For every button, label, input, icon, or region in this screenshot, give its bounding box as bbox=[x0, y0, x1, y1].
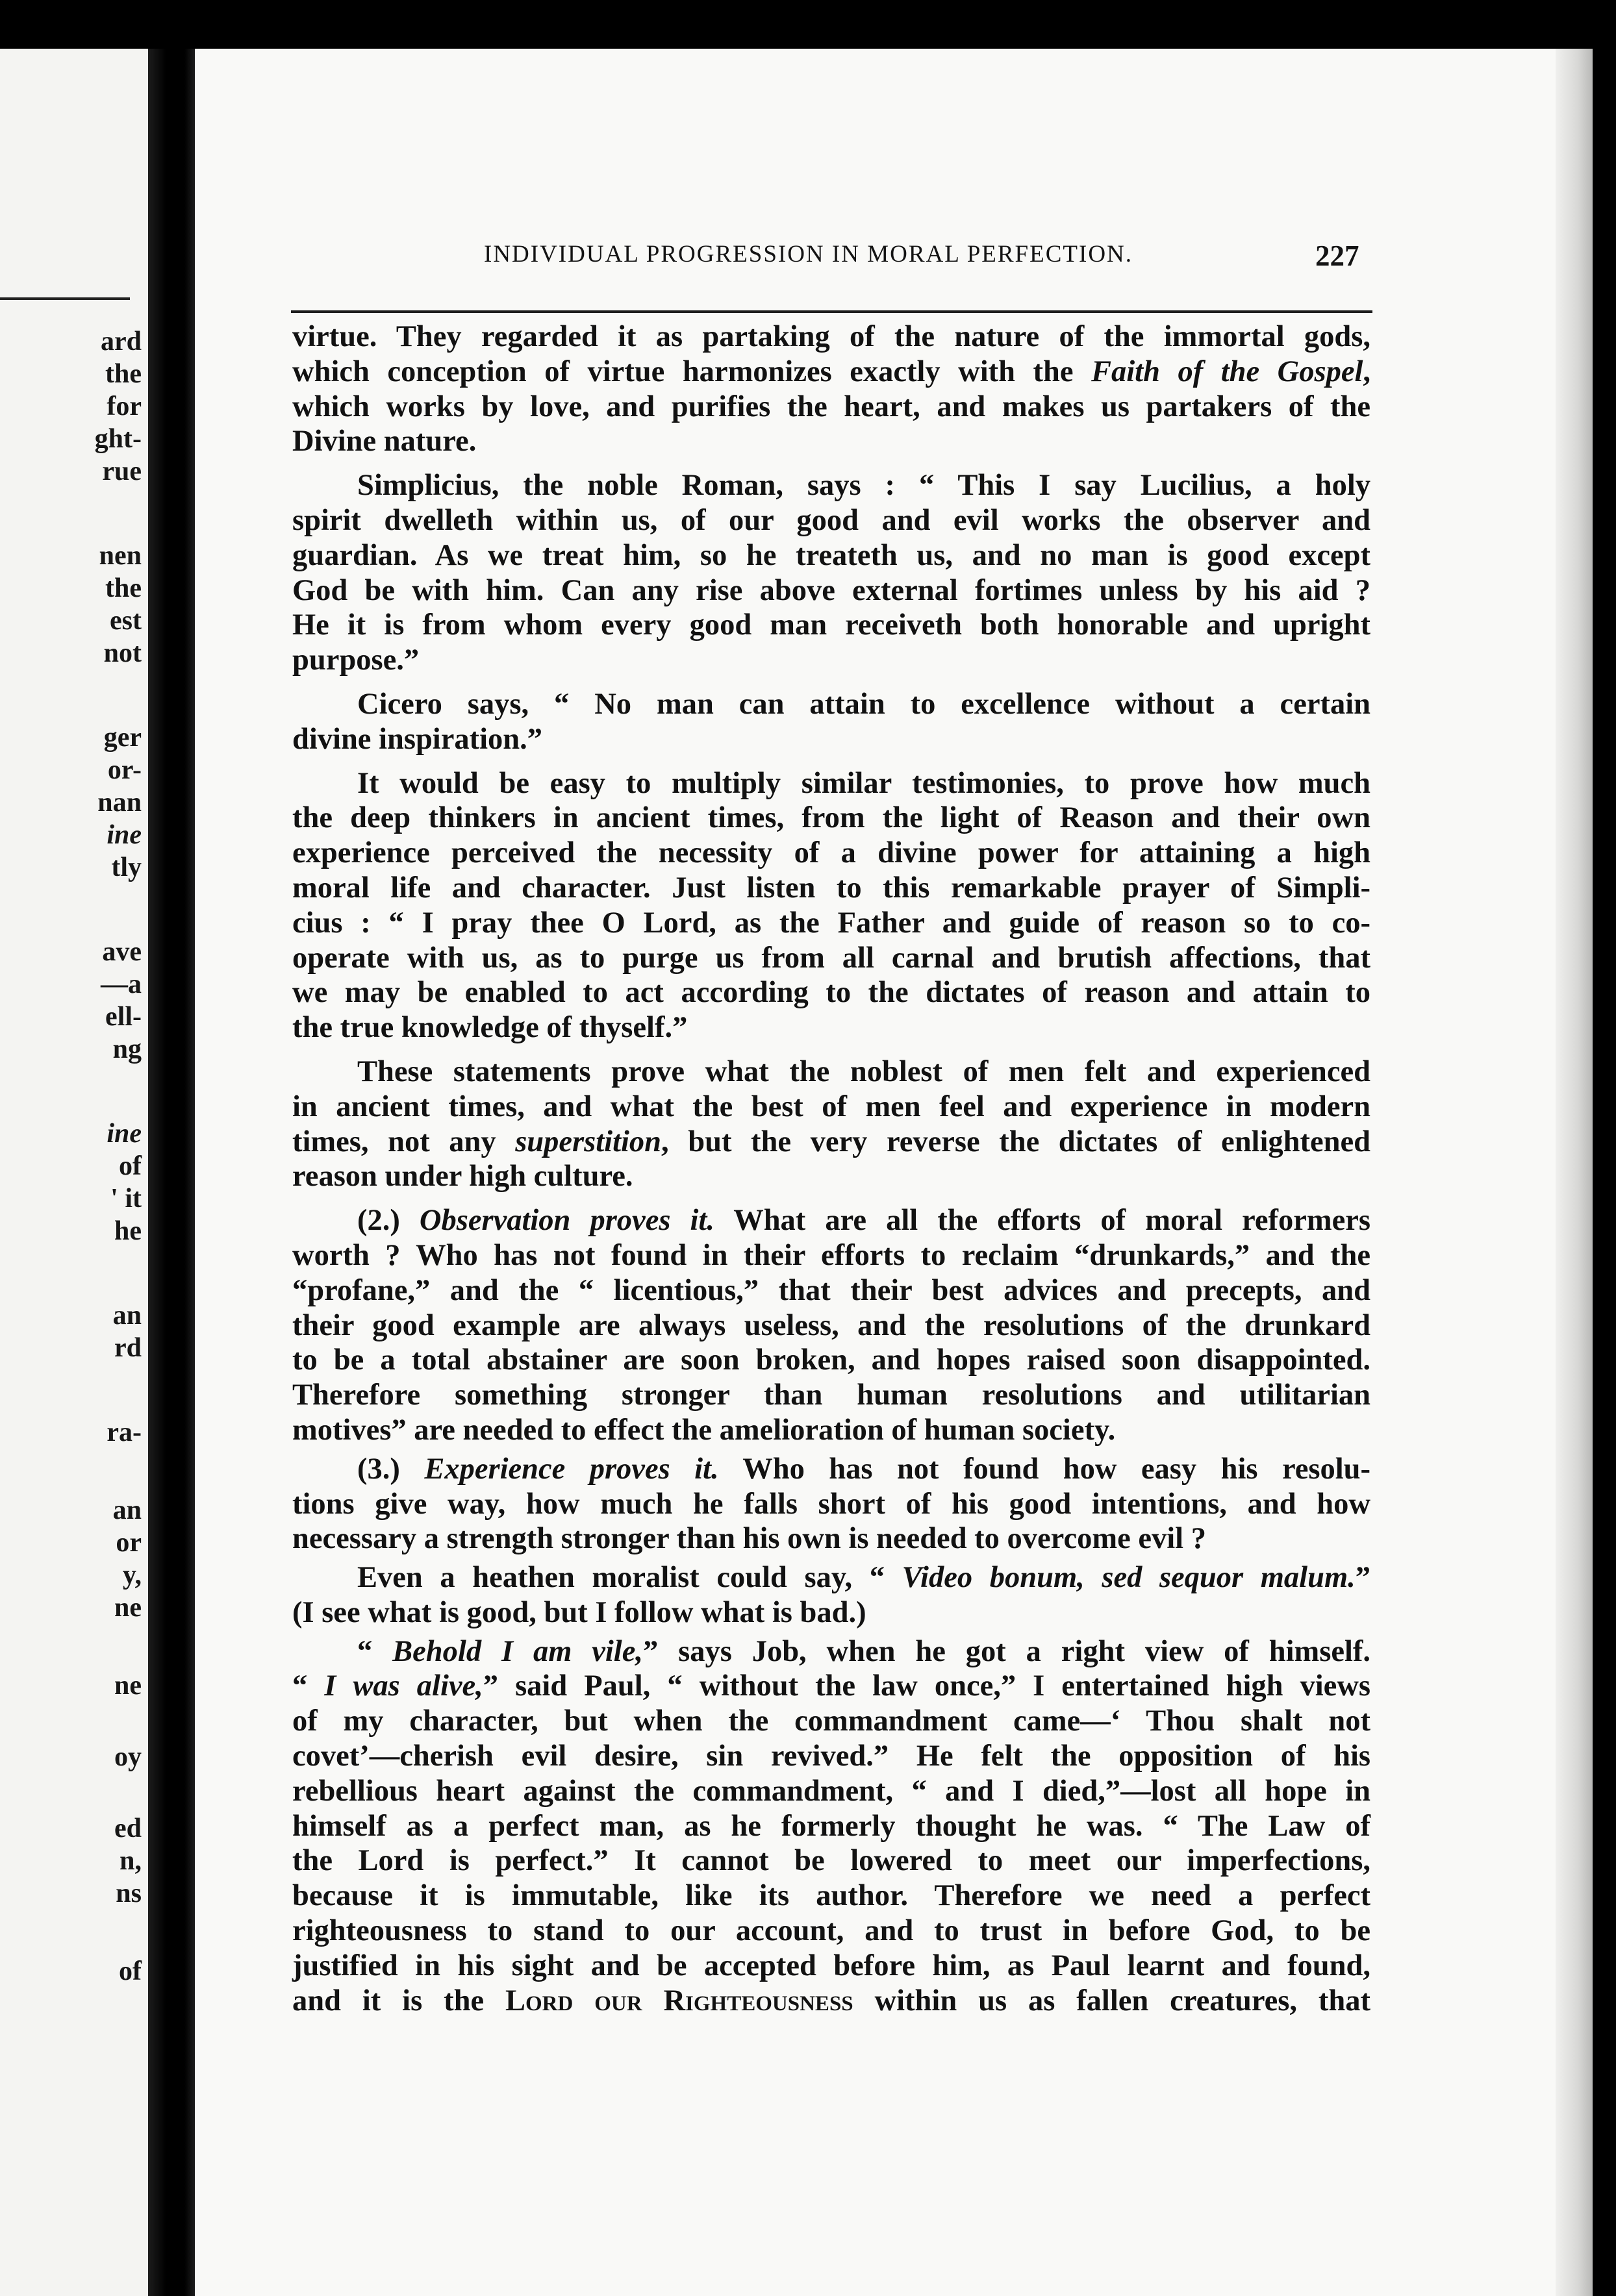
text-line: operate with us, as to purge us from all carnal and brutish affections, that bbox=[292, 941, 1370, 975]
text-line: moral life and character. Just listen to this remarkable prayer of Simpli- bbox=[292, 871, 1370, 905]
text-line: divine inspiration.” bbox=[292, 722, 543, 756]
facing-page-fragment bbox=[0, 49, 148, 2296]
text-line: which works by love, and purifies the heart, and makes us partakers of the bbox=[292, 390, 1370, 423]
italic-phrase: Faith of the Gospel bbox=[1091, 355, 1363, 388]
text-line: “ I was alive,” said Paul, “ without the law once,” I entertained high views bbox=[292, 1669, 1370, 1703]
facing-page-text-fragment: ght- bbox=[94, 424, 142, 454]
facing-page-text-fragment: ell- bbox=[105, 1002, 142, 1032]
text-line: It would be easy to multiply similar testimonies, to prove how much bbox=[357, 766, 1370, 800]
text-line: tions give way, how much he falls short of his good intentions, and how bbox=[292, 1487, 1370, 1521]
text-line: times, not any superstition, but the very reverse the dictates of enlightened bbox=[292, 1125, 1370, 1158]
text-line: These statements prove what the noblest of men felt and experienced bbox=[357, 1054, 1370, 1088]
facing-page-text-fragment: oy bbox=[114, 1742, 142, 1772]
text-line: of my character, but when the commandment came—‘ Thou shalt not bbox=[292, 1704, 1370, 1738]
paragraph bbox=[292, 1203, 1370, 1448]
page-edge-shadow bbox=[1556, 49, 1593, 2296]
text-line: “profane,” and the “ licentious,” that their best advices and precepts, and bbox=[292, 1273, 1370, 1307]
facing-page-text-fragment: —a bbox=[101, 969, 142, 999]
italic-phrase: Observation proves it. bbox=[419, 1204, 714, 1238]
paragraph bbox=[292, 1634, 1370, 2019]
paragraph bbox=[292, 1452, 1370, 1556]
facing-page-text-fragment: ng bbox=[112, 1034, 142, 1064]
facing-page-text-fragment: nan bbox=[97, 788, 142, 817]
text-line: because it is immutable, like its author. Therefore we need a perfect bbox=[292, 1879, 1370, 1913]
facing-page-text-fragment: for bbox=[107, 392, 142, 421]
text-line: the Lord is perfect.” It cannot be lowered to meet our imperfections, bbox=[292, 1844, 1370, 1878]
facing-page-text-fragment: n, bbox=[120, 1846, 142, 1876]
small-caps-phrase: Lord our Righteousness bbox=[505, 1984, 853, 2017]
text-line: righteousness to stand to our account, and to trust in before God, to be bbox=[292, 1914, 1370, 1948]
text-line: we may be enabled to act according to the dictates of reason and attain to bbox=[292, 976, 1370, 1010]
paragraph bbox=[292, 687, 1370, 757]
text-line: God be with him. Can any rise above external fortimes unless by his aid ? bbox=[292, 573, 1370, 607]
facing-page-text-fragment: of bbox=[119, 1151, 142, 1181]
text-line: rebellious heart against the commandment, “ and I died,”—lost all hope in bbox=[292, 1774, 1370, 1808]
text-line: their good example are always useless, and the resolutions of the drunkard bbox=[292, 1308, 1370, 1342]
text-line: guardian. As we treat him, so he treateth us, and no man is good except bbox=[292, 538, 1370, 572]
text-line: Simplicius, the noble Roman, says : “ This I say Lucilius, a holy bbox=[357, 469, 1370, 503]
text-line: cius : “ I pray thee O Lord, as the Father and guide of reason so to co- bbox=[292, 906, 1370, 940]
facing-page-text-fragment: nen bbox=[99, 541, 142, 571]
text-line: covet’—cherish evil desire, sin revived.” He felt the opposition of his bbox=[292, 1740, 1370, 1773]
text-line: experience perceived the necessity of a divine power for attaining a high bbox=[292, 836, 1370, 870]
facing-page-text-fragment: y, bbox=[122, 1560, 142, 1590]
italic-phrase: Behold I am vile, bbox=[392, 1634, 643, 1668]
facing-page-text-fragment: ed bbox=[114, 1814, 142, 1843]
paragraph bbox=[292, 1054, 1370, 1194]
text-line: (3.) Experience proves it. Who has not found how easy his resolu- bbox=[357, 1452, 1370, 1486]
text-line: reason under high culture. bbox=[292, 1160, 633, 1193]
page-number: 227 bbox=[1315, 240, 1359, 272]
facing-page-text-fragment: ' it bbox=[110, 1184, 142, 1214]
italic-phrase: superstition bbox=[515, 1125, 662, 1158]
running-head: INDIVIDUAL PROGRESSION IN MORAL PERFECTION. bbox=[484, 241, 1133, 268]
italic-phrase: Experience proves it. bbox=[424, 1452, 719, 1486]
text-line: necessary a strength stronger than his own is needed to overcome evil ? bbox=[292, 1522, 1206, 1556]
facing-page-text-fragment: rue bbox=[102, 456, 142, 486]
header-rule bbox=[291, 310, 1372, 313]
text-line: and it is the Lord our Righteousness within us as fallen creatures, that bbox=[292, 1984, 1370, 2017]
scan-right-border bbox=[1593, 0, 1616, 2296]
text-line: Even a heathen moralist could say, “ Video bonum, sed sequor malum.” bbox=[357, 1561, 1370, 1595]
facing-page-text-fragment: the bbox=[105, 359, 142, 389]
text-line: (2.) Observation proves it. What are all the efforts of moral reformers bbox=[357, 1204, 1370, 1238]
text-line: spirit dwelleth within us, of our good and evil works the observer and bbox=[292, 503, 1370, 537]
text-line: which conception of virtue harmonizes exactly with the Faith of the Gospel, bbox=[292, 355, 1370, 388]
facing-page-text-fragment: an bbox=[112, 1495, 142, 1525]
facing-page-rule bbox=[0, 297, 130, 300]
text-line: to be a total abstainer are soon broken, and hopes raised soon disappointed. bbox=[292, 1343, 1370, 1377]
paragraph bbox=[292, 319, 1370, 459]
facing-page-text-fragment: he bbox=[114, 1216, 142, 1246]
text-line: himself as a perfect man, as he formerly thought he was. “ The Law of bbox=[292, 1809, 1370, 1843]
paragraph bbox=[292, 1560, 1370, 1630]
text-line: Therefore something stronger than human resolutions and utilitarian bbox=[292, 1379, 1370, 1412]
facing-page-text-fragment: ger bbox=[103, 723, 142, 753]
paragraph bbox=[292, 468, 1370, 678]
facing-page-text-fragment: tly bbox=[111, 853, 142, 882]
facing-page-text-fragment: ns bbox=[116, 1878, 142, 1908]
facing-page-text-fragment: est bbox=[110, 606, 142, 636]
text-line: in ancient times, and what the best of men feel and experience in modern bbox=[292, 1090, 1370, 1123]
facing-page-text-fragment: ine bbox=[107, 1119, 142, 1149]
text-line: (I see what is good, but I follow what is bad.) bbox=[292, 1595, 866, 1629]
text-line: Cicero says, “ No man can attain to excellence without a certain bbox=[357, 687, 1370, 721]
italic-phrase: Video bonum, sed sequor malum. bbox=[902, 1561, 1356, 1595]
scan-top-border bbox=[0, 0, 1616, 49]
text-line: Divine nature. bbox=[292, 425, 477, 458]
text-line: He it is from whom every good man receiveth both honorable and upright bbox=[292, 608, 1370, 642]
text-line: justified in his sight and be accepted before him, as Paul learnt and found, bbox=[292, 1949, 1370, 1982]
facing-page-text-fragment: ave bbox=[102, 937, 142, 967]
facing-page-text-fragment: an bbox=[112, 1301, 142, 1330]
page-body bbox=[292, 319, 1370, 2018]
facing-page-text-fragment: of bbox=[119, 1956, 142, 1986]
facing-page-text-fragment: or bbox=[116, 1528, 142, 1558]
facing-page-text-fragment: the bbox=[105, 573, 142, 603]
facing-page-text-fragment: not bbox=[103, 638, 142, 668]
text-line: purpose.” bbox=[292, 643, 420, 677]
facing-page-text-fragment: ne bbox=[114, 1593, 142, 1623]
facing-page-text-fragment: rd bbox=[114, 1333, 142, 1363]
facing-page-text-fragment: ne bbox=[114, 1671, 142, 1701]
text-line: “ Behold I am vile,” says Job, when he got a right view of himself. bbox=[357, 1634, 1370, 1668]
facing-page-text-fragment: ard bbox=[101, 327, 142, 356]
text-line: worth ? Who has not found in their efforts to reclaim “drunkards,” and the bbox=[292, 1238, 1370, 1272]
text-line: virtue. They regarded it as partaking of the nature of the immortal gods, bbox=[292, 320, 1370, 353]
italic-phrase: I was alive, bbox=[324, 1669, 483, 1703]
text-line: the deep thinkers in ancient times, from the light of Reason and their own bbox=[292, 801, 1370, 835]
facing-page-text-fragment: ra- bbox=[107, 1417, 142, 1447]
facing-page-text-fragment: ine bbox=[107, 820, 142, 850]
book-gutter bbox=[148, 49, 200, 2296]
text-line: motives” are needed to effect the amelioration of human society. bbox=[292, 1413, 1116, 1447]
paragraph bbox=[292, 766, 1370, 1045]
facing-page-text-fragment: or- bbox=[107, 755, 142, 785]
text-line: the true knowledge of thyself.” bbox=[292, 1011, 688, 1045]
